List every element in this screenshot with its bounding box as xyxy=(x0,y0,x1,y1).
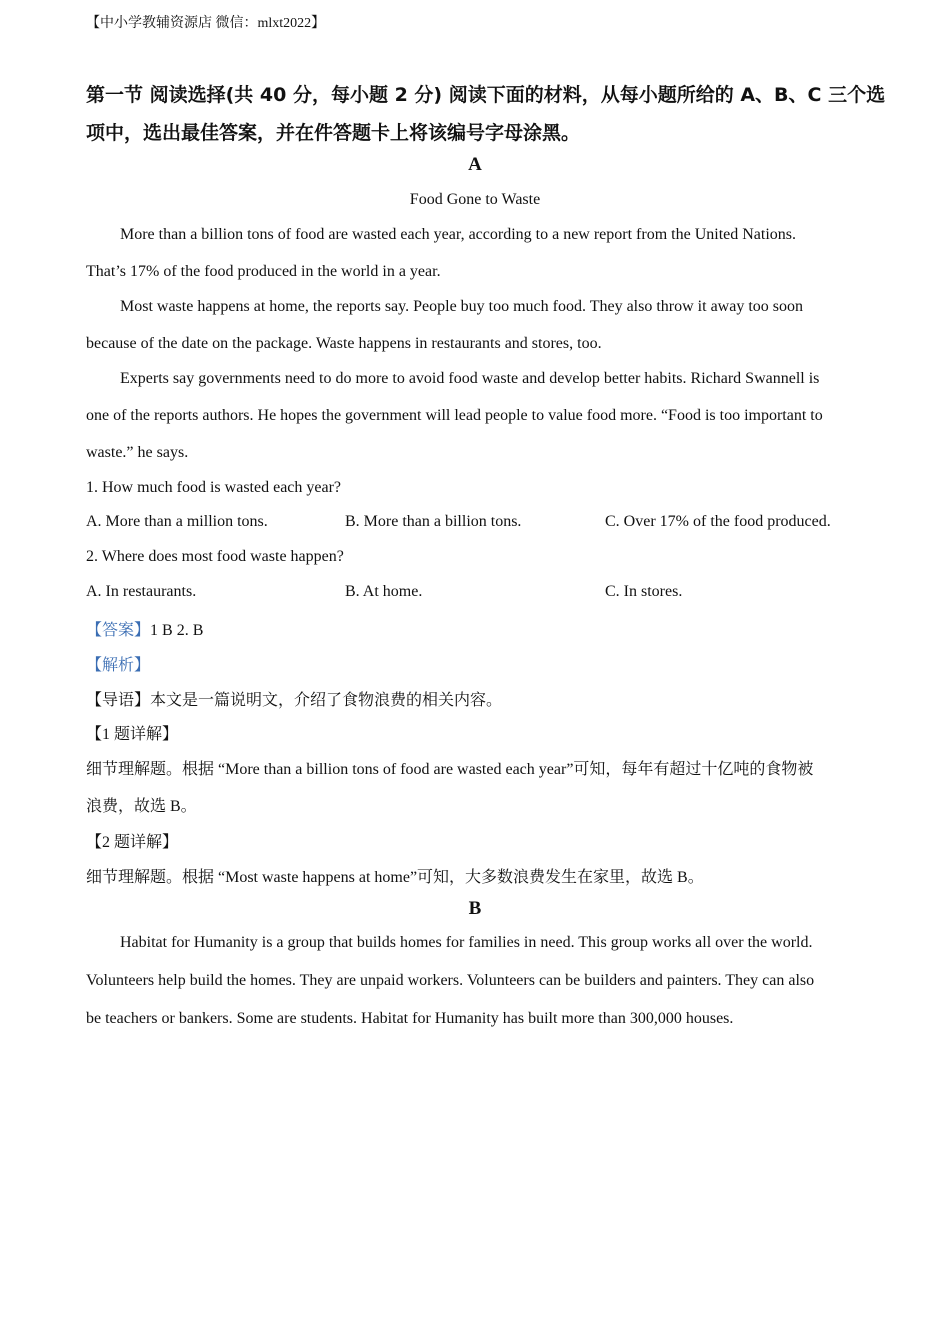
passage-a-p3-line3: waste.” he says. xyxy=(86,444,189,461)
answer-label: 【答案】 xyxy=(86,622,151,639)
question-2-option-c: C. In stores. xyxy=(605,583,683,600)
analysis-q1-line2: 浪费，故选 B。 xyxy=(86,798,197,815)
analysis-q1-line1: 细节理解题。根据 “More than a billion tons of food are wasted each year”可知，每年有超过十亿吨的食物被 xyxy=(86,761,814,778)
passage-a-p3-line2: one of the reports authors. He hopes the government will lead people to value food more. “Food is too important to xyxy=(86,407,823,424)
section-instruction-line1: 第一节 阅读选择(共 40 分，每小题 2 分) 阅读下面的材料，从每小题所给的 A、B、C 三个选 xyxy=(86,84,886,106)
passage-b-p1-line1: Habitat for Humanity is a group that builds homes for families in need. This group works all over the world. xyxy=(120,934,813,951)
passage-b-p1-line3: be teachers or bankers. Some are students. Habitat for Humanity has built more than 300,000 houses. xyxy=(86,1010,734,1027)
question-2-stem: 2. Where does most food waste happen? xyxy=(86,548,344,565)
passage-a-letter: A xyxy=(468,154,482,175)
answer-value: 1 B 2. B xyxy=(150,622,204,639)
passage-b-letter: B xyxy=(468,898,482,919)
header-watermark: 【中小学教辅资源店 微信：mlxt2022】 xyxy=(86,16,326,31)
passage-a-p2-line1: Most waste happens at home, the reports say. People buy too much food. They also throw it away too soon xyxy=(120,298,803,315)
passage-a-p1-line2: That’s 17% of the food produced in the world in a year. xyxy=(86,263,441,280)
answer-row xyxy=(86,617,203,640)
analysis-guide: 【导语】本文是一篇说明文，介绍了食物浪费的相关内容。 xyxy=(86,692,503,709)
analysis-q2-line1: 细节理解题。根据 “Most waste happens at home”可知，大多数浪费发生在家里，故选 B。 xyxy=(86,869,704,886)
analysis-q2-title: 【2 题详解】 xyxy=(86,834,179,851)
analysis-label: 【解析】 xyxy=(86,657,151,674)
analysis-q1-title: 【1 题详解】 xyxy=(86,726,179,743)
passage-a-title: Food Gone to Waste xyxy=(409,191,541,208)
passage-a-p1-line1: More than a billion tons of food are wasted each year, according to a new report from the United Nations. xyxy=(120,226,797,243)
question-1-option-c: C. Over 17% of the food produced. xyxy=(605,513,831,530)
question-2-option-b: B. At home. xyxy=(345,583,423,600)
question-1-stem: 1. How much food is wasted each year? xyxy=(86,479,342,496)
section-instruction-line2: 项中，选出最佳答案，并在件答题卡上将该编号字母涂黑。 xyxy=(86,122,581,144)
question-1-option-b: B. More than a billion tons. xyxy=(345,513,522,530)
question-2-option-a: A. In restaurants. xyxy=(86,583,197,600)
passage-b-p1-line2: Volunteers help build the homes. They are unpaid workers. Volunteers can be builders and painters. They can also xyxy=(86,972,815,989)
passage-a-p3-line1: Experts say governments need to do more to avoid food waste and develop better habits. Richard Swannell is xyxy=(120,370,820,387)
question-1-option-a: A. More than a million tons. xyxy=(86,513,268,530)
passage-a-p2-line2: because of the date on the package. Waste happens in restaurants and stores, too. xyxy=(86,335,602,352)
